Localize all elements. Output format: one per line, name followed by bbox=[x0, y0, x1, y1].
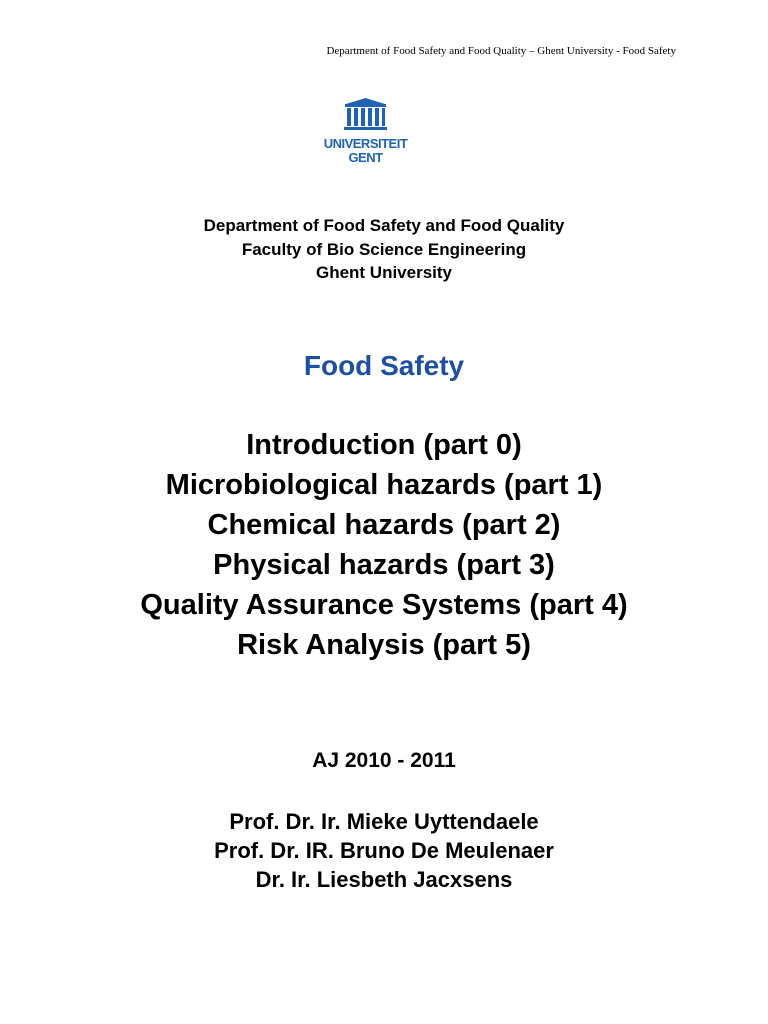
building-icon bbox=[318, 96, 413, 136]
part-item: Physical hazards (part 3) bbox=[213, 549, 555, 581]
logo-text-gent: GENT bbox=[348, 150, 383, 165]
author-name: Prof. Dr. Ir. Mieke Uyttendaele bbox=[229, 809, 539, 834]
authors-block bbox=[0, 807, 768, 894]
logo-text-universiteit: UNIVERSITEIT bbox=[323, 136, 408, 151]
part-item: Chemical hazards (part 2) bbox=[207, 509, 561, 541]
running-header: Department of Food Safety and Food Quality – Ghent University - Food Safety bbox=[326, 45, 676, 57]
academic-year: AJ 2010 - 2011 bbox=[312, 749, 456, 772]
faculty-name: Faculty of Bio Science Engineering bbox=[241, 239, 527, 259]
affiliation-block bbox=[0, 214, 768, 285]
part-item: Microbiological hazards (part 1) bbox=[165, 469, 603, 501]
university-logo bbox=[318, 96, 413, 174]
author-name: Dr. Ir. Liesbeth Jacxsens bbox=[255, 867, 513, 892]
department-name: Department of Food Safety and Food Quality bbox=[203, 216, 565, 235]
part-item: Quality Assurance Systems (part 4) bbox=[140, 589, 628, 621]
part-item: Risk Analysis (part 5) bbox=[237, 629, 531, 661]
part-item: Introduction (part 0) bbox=[246, 429, 522, 461]
university-name: Ghent University bbox=[315, 263, 453, 282]
author-name: Prof. Dr. IR. Bruno De Meulenaer bbox=[214, 838, 554, 863]
parts-list bbox=[0, 425, 768, 665]
course-title: Food Safety bbox=[303, 350, 465, 381]
